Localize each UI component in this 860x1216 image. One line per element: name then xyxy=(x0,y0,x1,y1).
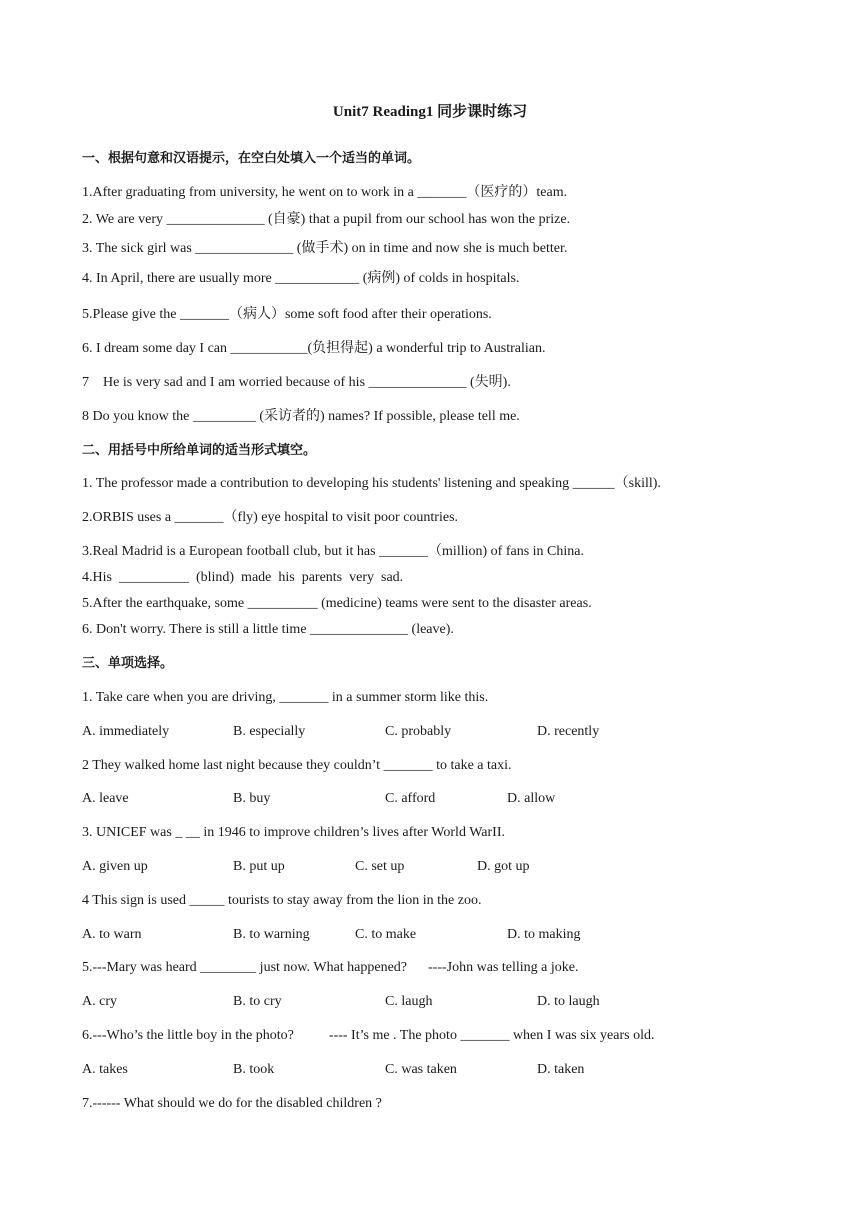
question-2-option-b: B. buy xyxy=(233,791,271,806)
question-4-option-c: C. to make xyxy=(355,927,417,942)
section1-heading: 一、根据句意和汉语提示，在空白处填入一个适当的单词。 xyxy=(82,151,421,166)
section1-item-5: 5.Please give the _______（病人）some soft food after their operations. xyxy=(82,307,492,322)
question-5-option-b: B. to cry xyxy=(233,994,282,1009)
section2-heading: 二、用括号中所给单词的适当形式填空。 xyxy=(82,443,317,458)
question-2-option-a: A. leave xyxy=(82,791,129,806)
question-2-option-c: C. afford xyxy=(385,791,436,806)
question-1-option-b: B. especially xyxy=(233,724,306,739)
question-5-option-a: A. cry xyxy=(82,994,117,1009)
section2-item-6: 6. Don't worry. There is still a little time ______________ (leave). xyxy=(82,622,454,637)
question-2-option-d: D. allow xyxy=(507,791,556,806)
section2-item-2: 2.ORBIS uses a _______（fly) eye hospital to visit poor countries. xyxy=(82,510,459,525)
question-1-option-d: D. recently xyxy=(537,724,600,739)
question-4-stem: 4 This sign is used _____ tourists to stay away from the lion in the zoo. xyxy=(82,893,482,908)
section2-item-4: 4.His __________ (blind) made his parents very sad. xyxy=(82,570,404,585)
question-5-option-d: D. to laugh xyxy=(537,994,600,1009)
page-title: Unit7 Reading1 同步课时练习 xyxy=(332,104,528,120)
question-6-stem: 6.---Who’s the little boy in the photo? ---- It’s me . The photo _______ when I was six years old. xyxy=(82,1028,655,1043)
section1-item-6: 6. I dream some day I can ___________(负担得起) a wonderful trip to Australian. xyxy=(82,341,546,356)
question-4-option-b: B. to warning xyxy=(233,927,310,942)
question-3-option-b: B. put up xyxy=(233,859,285,874)
question-3-option-a: A. given up xyxy=(82,859,148,874)
section2-item-5: 5.After the earthquake, some __________ (medicine) teams were sent to the disaster areas. xyxy=(82,596,592,611)
question-6-option-b: B. took xyxy=(233,1062,275,1077)
question-1-option-c: C. probably xyxy=(385,724,452,739)
section1-item-8: 8 Do you know the _________ (采访者的) names? If possible, please tell me. xyxy=(82,409,520,424)
section1-item-1: 1.After graduating from university, he went on to work in a _______（医疗的）team. xyxy=(82,185,568,200)
question-3-option-c: C. set up xyxy=(355,859,405,874)
question-6-option-c: C. was taken xyxy=(385,1062,457,1077)
section1-item-7: 7 He is very sad and I am worried because of his ______________ (失明). xyxy=(82,375,511,390)
question-5-option-c: C. laugh xyxy=(385,994,433,1009)
section1-item-4: 4. In April, there are usually more ____________ (病例) of colds in hospitals. xyxy=(82,271,520,286)
section1-item-3: 3. The sick girl was ______________ (做手术) on in time and now she is much better. xyxy=(82,241,568,256)
question-7-stem: 7.------ What should we do for the disabled children ? xyxy=(82,1096,382,1111)
question-3-stem: 3. UNICEF was _ __ in 1946 to improve children’s lives after World WarII. xyxy=(82,825,505,840)
question-2-stem: 2 They walked home last night because they couldn’t _______ to take a taxi. xyxy=(82,758,512,773)
question-1-option-a: A. immediately xyxy=(82,724,170,739)
question-5-stem: 5.---Mary was heard ________ just now. What happened? ----John was telling a joke. xyxy=(82,960,579,975)
question-3-option-d: D. got up xyxy=(477,859,530,874)
question-4-option-a: A. to warn xyxy=(82,927,142,942)
section2-item-1: 1. The professor made a contribution to developing his students' listening and speaking ______（skill). xyxy=(82,476,661,491)
section3-heading: 三、单项选择。 xyxy=(82,656,174,671)
question-6-option-a: A. takes xyxy=(82,1062,128,1077)
section2-item-3: 3.Real Madrid is a European football club, but it has _______（million) of fans in China. xyxy=(82,544,584,559)
section1-item-2: 2. We are very ______________ (自豪) that a pupil from our school has won the prize. xyxy=(82,212,571,227)
question-6-option-d: D. taken xyxy=(537,1062,585,1077)
question-4-option-d: D. to making xyxy=(507,927,581,942)
question-1-stem: 1. Take care when you are driving, _______ in a summer storm like this. xyxy=(82,690,489,705)
